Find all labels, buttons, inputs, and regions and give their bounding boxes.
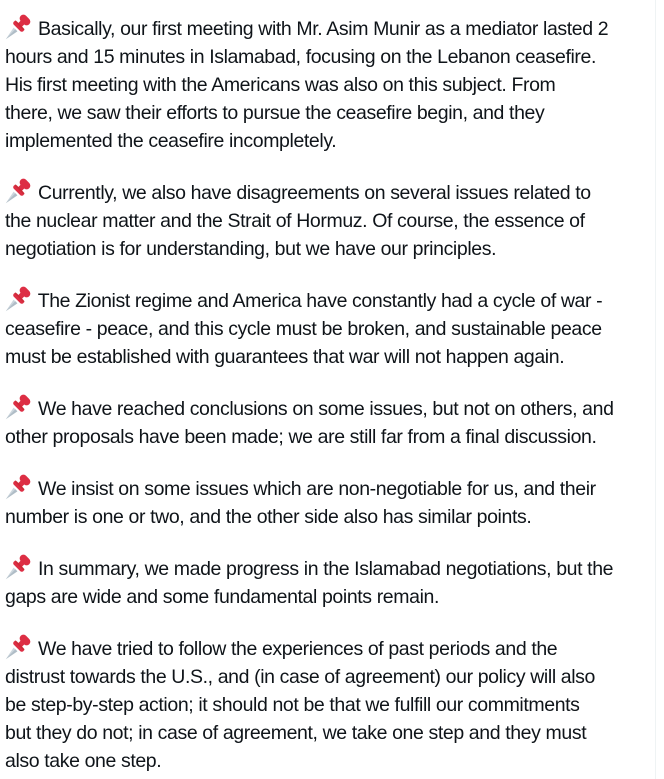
tweet-paragraph — [5, 553, 654, 611]
tweet-line-text: but they do not; in case of agreement, we take one step and they must — [5, 722, 587, 744]
tweet-line-text: In summary, we made progress in the Islamabad negotiations, but the — [38, 558, 614, 580]
tweet-line — [5, 343, 654, 371]
tweet-line — [5, 315, 654, 343]
tweet-line — [5, 719, 654, 747]
pushpin-icon — [5, 285, 32, 312]
tweet-line — [5, 13, 654, 43]
tweet-paragraph — [5, 473, 654, 531]
tweet-line — [5, 127, 654, 155]
pushpin-icon — [5, 13, 32, 40]
tweet-paragraph — [5, 285, 654, 371]
tweet-line-text: We have tried to follow the experiences of past periods and the — [38, 638, 558, 660]
tweet-line — [5, 423, 654, 451]
tweet-line-text: hours and 15 minutes in Islamabad, focusing on the Lebanon ceasefire. — [5, 46, 596, 68]
pushpin-icon — [5, 393, 32, 420]
tweet-line-text: gaps are wide and some fundamental points remain. — [5, 586, 439, 608]
tweet-line — [5, 633, 654, 663]
tweet-line-text: distrust towards the U.S., and (in case of agreement) our policy will also — [5, 666, 595, 688]
tweet-line — [5, 99, 654, 127]
tweet-line-text: be step-by-step action; it should not be that we fulfill our commitments — [5, 694, 580, 716]
tweet-line-text: We have reached conclusions on some issues, but not on others, and — [38, 398, 614, 420]
tweet-line — [5, 177, 654, 207]
tweet-line — [5, 43, 654, 71]
pushpin-icon — [5, 633, 32, 660]
tweet-line — [5, 207, 654, 235]
tweet-line — [5, 553, 654, 583]
pushpin-icon — [5, 473, 32, 500]
tweet-line — [5, 71, 654, 99]
tweet-line — [5, 583, 654, 611]
tweet-line-text: Basically, our first meeting with Mr. Asim Munir as a mediator lasted 2 — [38, 18, 609, 40]
tweet-paragraph — [5, 633, 654, 775]
pushpin-icon — [5, 177, 32, 204]
column-divider — [655, 0, 656, 779]
tweet-line — [5, 235, 654, 263]
tweet-line-text: also take one step. — [5, 750, 162, 772]
tweet-line-text: number is one or two, and the other side also has similar points. — [5, 506, 532, 528]
tweet-line — [5, 691, 654, 719]
tweet-line-text: The Zionist regime and America have constantly had a cycle of war - — [37, 290, 603, 312]
tweet-line-text: We insist on some issues which are non-negotiable for us, and their — [38, 478, 596, 500]
tweet-line — [5, 393, 654, 423]
tweet-paragraph — [5, 13, 654, 155]
tweet-paragraph — [5, 177, 654, 263]
tweet-line — [5, 473, 654, 503]
tweet-line-text: there, we saw their efforts to pursue the ceasefire begin, and they — [5, 102, 545, 124]
tweet-line — [5, 747, 654, 775]
pushpin-icon — [5, 553, 32, 580]
tweet-line-text: other proposals have been made; we are still far from a final discussion. — [5, 426, 597, 448]
tweet-line-text: must be established with guarantees that war will not happen again. — [5, 346, 565, 368]
tweet-line-text: ceasefire - peace, and this cycle must be broken, and sustainable peace — [5, 318, 602, 340]
tweet-line-text: His first meeting with the Americans was also on this subject. From — [5, 74, 556, 96]
tweet-line-text: implemented the ceasefire incompletely. — [5, 130, 337, 152]
tweet-paragraph — [5, 393, 654, 451]
tweet-line-text: Currently, we also have disagreements on several issues related to — [38, 182, 591, 204]
tweet-line-text: negotiation is for understanding, but we have our principles. — [5, 238, 497, 260]
tweet-line — [5, 503, 654, 531]
tweet-line-text: the nuclear matter and the Strait of Hormuz. Of course, the essence of — [5, 210, 585, 232]
tweet-line — [5, 285, 654, 315]
tweet-line — [5, 663, 654, 691]
